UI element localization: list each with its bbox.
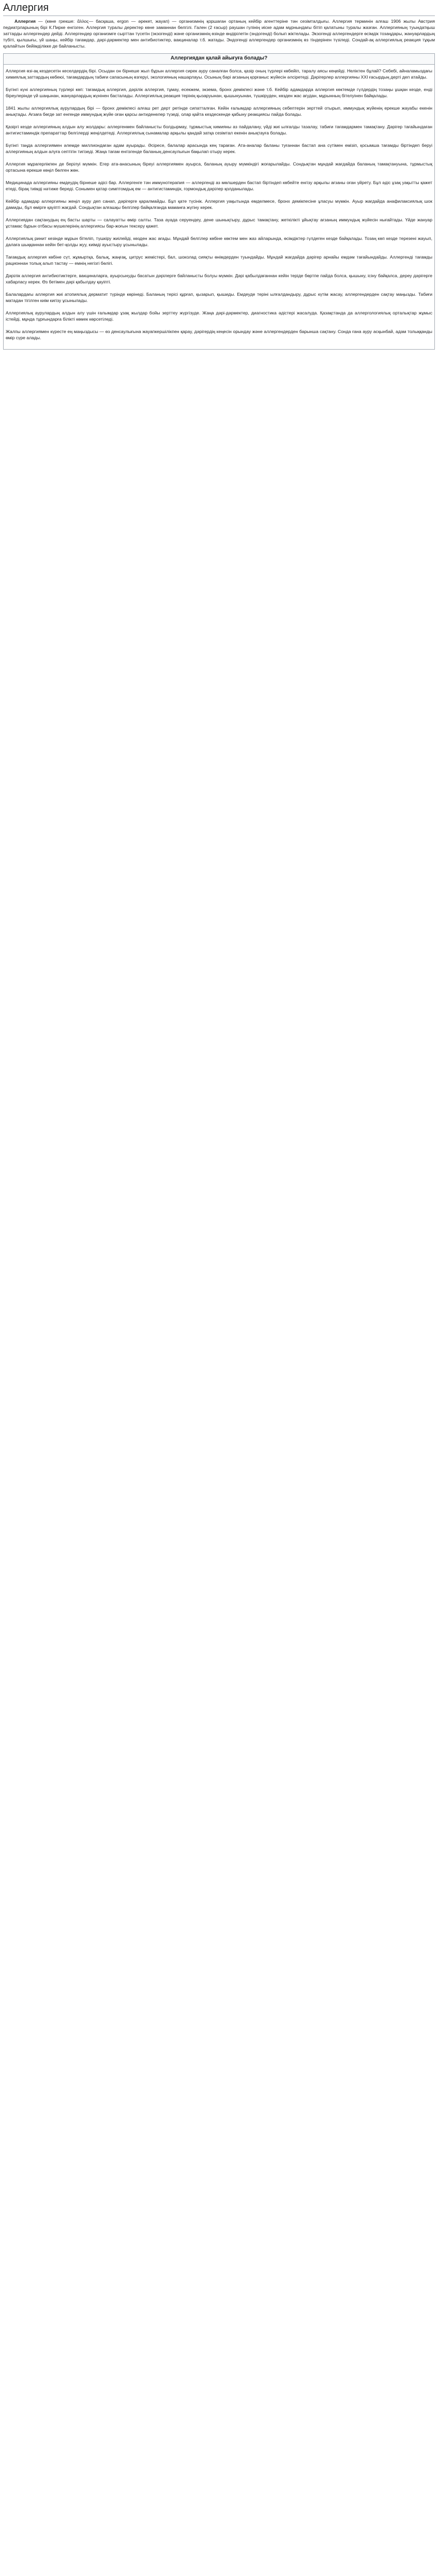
lead-term: Аллергия	[14, 19, 36, 24]
article-page	[0, 0, 438, 351]
box-paragraph: Дәрілік аллергия антибиотиктерге, вакциналарға, ауырсынуды басатын дәрілерге байланысты болуы мүмкін. Дәрі қабылдағаннан кейін теріде бөртпе пайда болса, қышыну, ісіну байқалса, дереу дәрігерге хабарласу керек. Өз бетімен дәрі қабылдау қауіпті.	[6, 273, 432, 284]
box-paragraph: Бүгінгі таңда аллергиямен әлемде миллиондаған адам ауырады. Әсіресе, балалар арасында кең тараған. Ата-аналар баланы туғаннан бастап ана сүтімен емізіп, қосымша тағамды біртіндеп беруі аллергияның алдын алуға септігін тигізеді. Жаңа тағам енгізгенде баланың денсаулығын бақылап отыру керек.	[6, 143, 432, 154]
box-paragraph: Балалардағы аллергия жиі атопиялық дерматит түрінде көрінеді. Баланың терісі құрғап, қызарып, қышиды. Емдеуде теріні ылғалдандыру, дұрыс күтім жасау, аллергендерден сақтау маңызды. Табиғи матадан тігілген киім кигізу ұсынылады.	[6, 292, 432, 303]
box-paragraph: Тағамдық аллергия көбіне сүт, жұмыртқа, балық, жаңғақ, цитрус жемістері, бал, шоколад сияқты өнімдерден туындайды. Мұндай жағдайда дәрігер арнайы емдәм тағайындайды. Аллергенді тағамды рационнан толық алып тастау — емнің негізгі бөлігі.	[6, 254, 432, 266]
info-box-title: Аллергиядан қалай айығуға болады?	[4, 54, 434, 65]
page-title: Аллергия	[3, 2, 435, 16]
box-paragraph: Кейбір адамдар аллергияны жеңіл ауру деп санап, дәрігерге қаралмайды. Бұл қате түсінік. Аллергия уақытында емделмесе, бронх демікпесіне ұласуы мүмкін. Ауыр жағдайда анафилаксиялық шок дамиды, бұл өмірге қауіпті жағдай. Сондықтан алғашқы белгілер байқалғанда маманға жүгіну керек.	[6, 199, 432, 210]
info-box	[3, 53, 435, 350]
lead-paragraph	[3, 18, 435, 49]
info-box-body	[4, 65, 434, 349]
box-paragraph: Қазіргі кезде аллергияның алдын алу жолдары: аллергенмен байланысты болдырмау, тұрмыстық химияны аз пайдалану, үйді жиі ылғалды тазалау, табиғи тағамдармен тамақтану. Дәрігер тағайындаған антигистаминдік препараттар белгілерді жеңілдетеді. Аллергиялық сынамалар арқылы қандай затқа сезімтал екенін анықтауға болады.	[6, 124, 432, 135]
box-paragraph: Жалпы аллергиямен күресте ең маңыздысы — өз денсаулығына жауапкершілікпен қарау, дәрігердің кеңесін орындау және аллергендерден барынша сақтану. Сонда ғана ауру асқынбай, адам толыққанды өмір сүре алады.	[6, 329, 432, 340]
box-paragraph: Аллергиядан сақтанудың ең басты шарты — салауатты өмір салты. Таза ауада серуендеу, дене шынықтыру, дұрыс тамақтану, жеткілікті ұйықтау ағзаның иммундық жүйесін нығайтады. Үйде жануар ұстамас бұрын отбасы мүшелерінің аллергиясы бар-жоғын тексеру қажет.	[6, 217, 432, 229]
lead-text: — (көне грекше: ἄλλος— басқаша, ergon — әрекет, жауап) — организмнің қоршаған ортаның кейбір агенттеріне тән сезімталдығы. Аллергия терминін алғаш 1906 жылы Австрия педиатрларының бірі К.Пирке енгізген. Аллергия туралы деректер көне заманнан белгілі. Гален (2 ғасыр) раушан гүлінің иіске адам мұрнындағы бітіп қалатыны туралы жазған. Аллергияның туындатқыш заттарды аллергендер дейді. Аллергендер организмге сырттан түсетін (экзогенді) және организмнің өзінде өндірілетін (эндогенді) болып жіктелады. Экзогенді аллергендерге өсімдік тозаңдары, жануарлардың түбіті, қылшығы, үй шаңы, кейбір тағамдар, дәрі-дәрмектер мен антибиотиктер, вакциналар т.б. жатады. Эндогенді аллергендер организмнің өз тіндерінен түзіледі. Сондай-ақ аллергиялық реакция тұқым қуалайтын бейімділікке де байланысты.	[3, 19, 435, 49]
box-paragraph: Бүгінгі күні аллергияның түрлері көп: тағамдық аллергия, дәрілік аллергия, тұмау, есекжем, экзема, бронх демікпесі және т.б. Кейбір адамдарда аллергия көктемде гүлдердің тозаңы ұшқан кезде, енді біреулерінде үй шаңынан, жануарлардың жүнінен басталады. Аллергиялық реакция терінің қызаруынан, қышынуынан, түшкіруден, көзден жас ағудан, мұрынның бітелуінен байқалады.	[6, 87, 432, 98]
box-paragraph: Аллергия мұрагерлікпен де берілуі мүмкін. Егер ата-анасының біреуі аллергиямен ауырса, баланың ауыру мүмкіндігі жоғарылайды. Сондықтан мұндай жағдайда баланың тамақтануына, тұрмыстық ортасына ерекше көңіл бөлген жөн.	[6, 161, 432, 173]
box-paragraph: Аллергия өзі-ақ кездесетін кеселдердің бірі. Осыдан он бірнеше жыл бұрын аллергия сирек ауру саналған болса, қазір оның түрлері көбейіп, таралу аясы кеңейді. Неліктен бұлай? Себебі, айналамыздағы химиялық заттардың көбеюі, тағамдардың табиғи сапасының өзгеруі, экологияның нашарлауы. Осының бәрі ағзаның қорғаныс жүйесін әлсіретеді. Дәрігерлер аллергияны XXI ғасырдың дерті деп атайды.	[6, 68, 432, 80]
box-paragraph: Медицинада аллергияны емдеудің бірнеше әдісі бар. Аллергенге тән иммунотерапия — аллергенді аз мөлшерден бастап біртіндеп көбейте енгізу арқылы ағзаны оған үйрету. Бұл әдіс ұзақ уақытты қажет етеді, бірақ тиімді нәтиже береді. Сонымен қатар симптомдық ем — антигистаминдік, гормондық дәрілер қолданылады.	[6, 180, 432, 191]
box-paragraph: Аллергиялық аурулардың алдын алу үшін ғалымдар ұзақ жылдар бойы зерттеу жүргізуде. Жаңа дәрі-дәрмектер, диагностика әдістері жасалуда. Қазақстанда да аллергологиялық орталықтар жұмыс істейді, мұнда тұрғындарға білікті көмек көрсетіледі.	[6, 310, 432, 322]
box-paragraph: Аллергиялық ринит кезінде мұрын бітеліп, түшкіру жиілейді, көзден жас ағады. Мұндай белгілер көбіне көктем мен жаз айларында, өсімдіктер гүлдеген кезде байқалады. Тозаң көп кезде терезені жауып, далаға шыққаннан кейін бет-қолды жуу, киімді ауыстыру ұсынылады.	[6, 236, 432, 247]
box-paragraph: 1841 жылы аллергиялық аурулардың бірі — бронх демікпесі алғаш рет дерт ретінде сипатталған. Кейін ғалымдар аллергияның себептерін зерттей отырып, иммундық жүйенің ерекше жауабы екенін анықтады. Ағзаға бөгде зат енгенде иммундық жүйе оған қарсы антиденелер түзеді, олар қайта кездескенде қабыну реакциясы пайда болады.	[6, 106, 432, 117]
